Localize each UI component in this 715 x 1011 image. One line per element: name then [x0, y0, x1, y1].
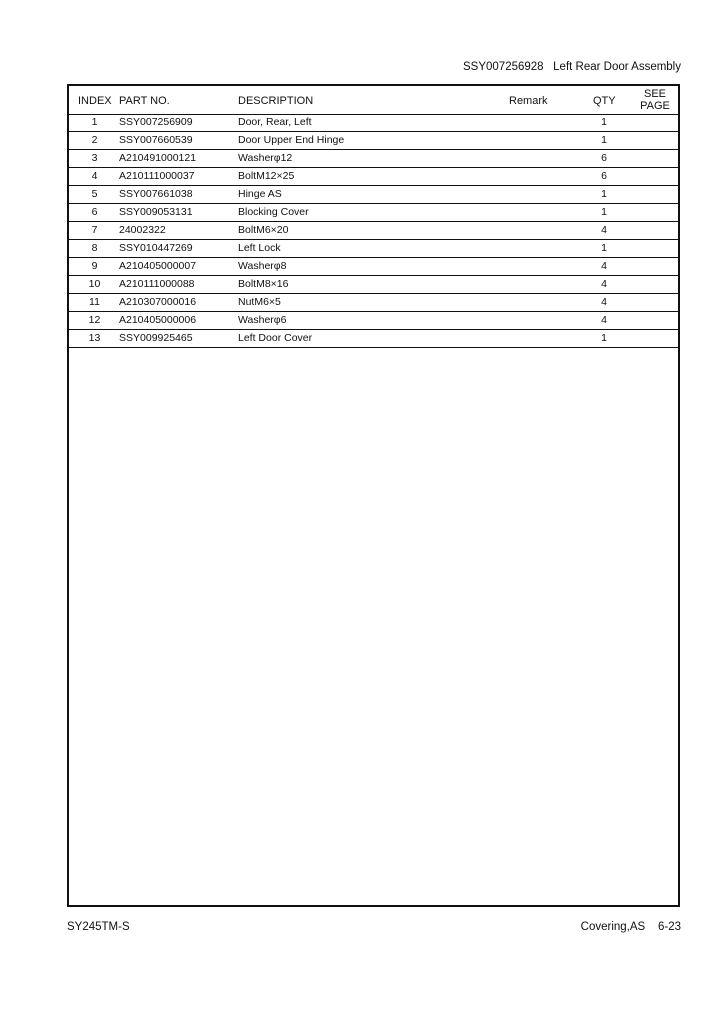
column-header-see-page	[635, 88, 675, 112]
row-part-no: A210111000088	[119, 278, 195, 290]
table-row	[69, 276, 678, 294]
row-qty: 1	[601, 332, 607, 344]
row-part-no: A210405000007	[119, 260, 197, 272]
footer-model: SY245TM-S	[67, 921, 130, 933]
row-index: 2	[91, 134, 98, 146]
row-index: 4	[91, 170, 98, 182]
page-label: PAGE	[640, 100, 670, 112]
row-index: 13	[88, 332, 101, 344]
column-header-description: DESCRIPTION	[238, 95, 314, 107]
row-index: 1	[91, 116, 98, 128]
row-part-no: SSY010447269	[119, 242, 193, 254]
row-description: Door, Rear, Left	[238, 116, 312, 128]
row-index: 10	[88, 278, 101, 290]
table-header	[69, 86, 678, 115]
row-part-no: A210491000121	[119, 152, 197, 164]
row-qty: 1	[601, 242, 607, 254]
row-qty: 4	[601, 224, 607, 236]
row-qty: 4	[601, 314, 607, 326]
row-part-no: 24002322	[119, 224, 166, 236]
row-description: Blocking Cover	[238, 206, 309, 218]
table-row	[69, 312, 678, 330]
table-row	[69, 294, 678, 312]
row-part-no: A210307000016	[119, 296, 197, 308]
row-description: BoltM8×16	[238, 278, 289, 290]
table-row	[69, 186, 678, 204]
row-index: 9	[91, 260, 98, 272]
row-index: 3	[91, 152, 98, 164]
row-part-no: SSY007660539	[119, 134, 193, 146]
row-description: NutM6×5	[238, 296, 281, 308]
row-description: Washerφ12	[238, 152, 293, 164]
table-row	[69, 150, 678, 168]
column-header-index: INDEX	[78, 95, 112, 107]
row-part-no: SSY009053131	[119, 206, 193, 218]
row-part-no: SSY007661038	[119, 188, 193, 200]
row-part-no: A210111000037	[119, 170, 195, 182]
row-description: BoltM6×20	[238, 224, 289, 236]
table-row	[69, 114, 678, 132]
row-index: 5	[91, 188, 98, 200]
table-row	[69, 258, 678, 276]
row-part-no: SSY009925465	[119, 332, 193, 344]
row-index: 7	[91, 224, 98, 236]
row-qty: 1	[601, 188, 607, 200]
row-qty: 6	[601, 170, 607, 182]
table-row	[69, 132, 678, 150]
table-body	[69, 114, 678, 348]
row-part-no: SSY007256909	[119, 116, 193, 128]
row-qty: 1	[601, 116, 607, 128]
table-row	[69, 330, 678, 348]
row-qty: 6	[601, 152, 607, 164]
row-description: Washerφ8	[238, 260, 287, 272]
row-qty: 4	[601, 278, 607, 290]
row-index: 11	[89, 296, 100, 308]
row-index: 8	[91, 242, 98, 254]
page-title: SSY007256928 Left Rear Door Assembly	[463, 61, 681, 73]
column-header-remark: Remark	[509, 95, 548, 107]
row-qty: 4	[601, 296, 607, 308]
row-qty: 1	[601, 206, 607, 218]
row-description: Left Door Cover	[238, 332, 313, 344]
table-row	[69, 204, 678, 222]
row-description: Washerφ6	[238, 314, 287, 326]
row-description: BoltM12×25	[238, 170, 295, 182]
see-label: SEE	[643, 88, 666, 100]
footer-section: Covering,AS 6-23	[580, 921, 681, 933]
row-description: Left Lock	[238, 242, 281, 254]
row-description: Door Upper End Hinge	[238, 134, 345, 146]
column-header-part-no: PART NO.	[119, 95, 170, 107]
table-row	[69, 240, 678, 258]
table-row	[69, 222, 678, 240]
row-qty: 4	[601, 260, 607, 272]
column-header-qty: QTY	[593, 95, 616, 107]
row-description: Hinge AS	[238, 188, 282, 200]
row-part-no: A210405000006	[119, 314, 197, 326]
row-qty: 1	[601, 134, 607, 146]
parts-table	[67, 84, 680, 907]
row-index: 12	[88, 314, 101, 326]
table-row	[69, 168, 678, 186]
row-index: 6	[91, 206, 98, 218]
